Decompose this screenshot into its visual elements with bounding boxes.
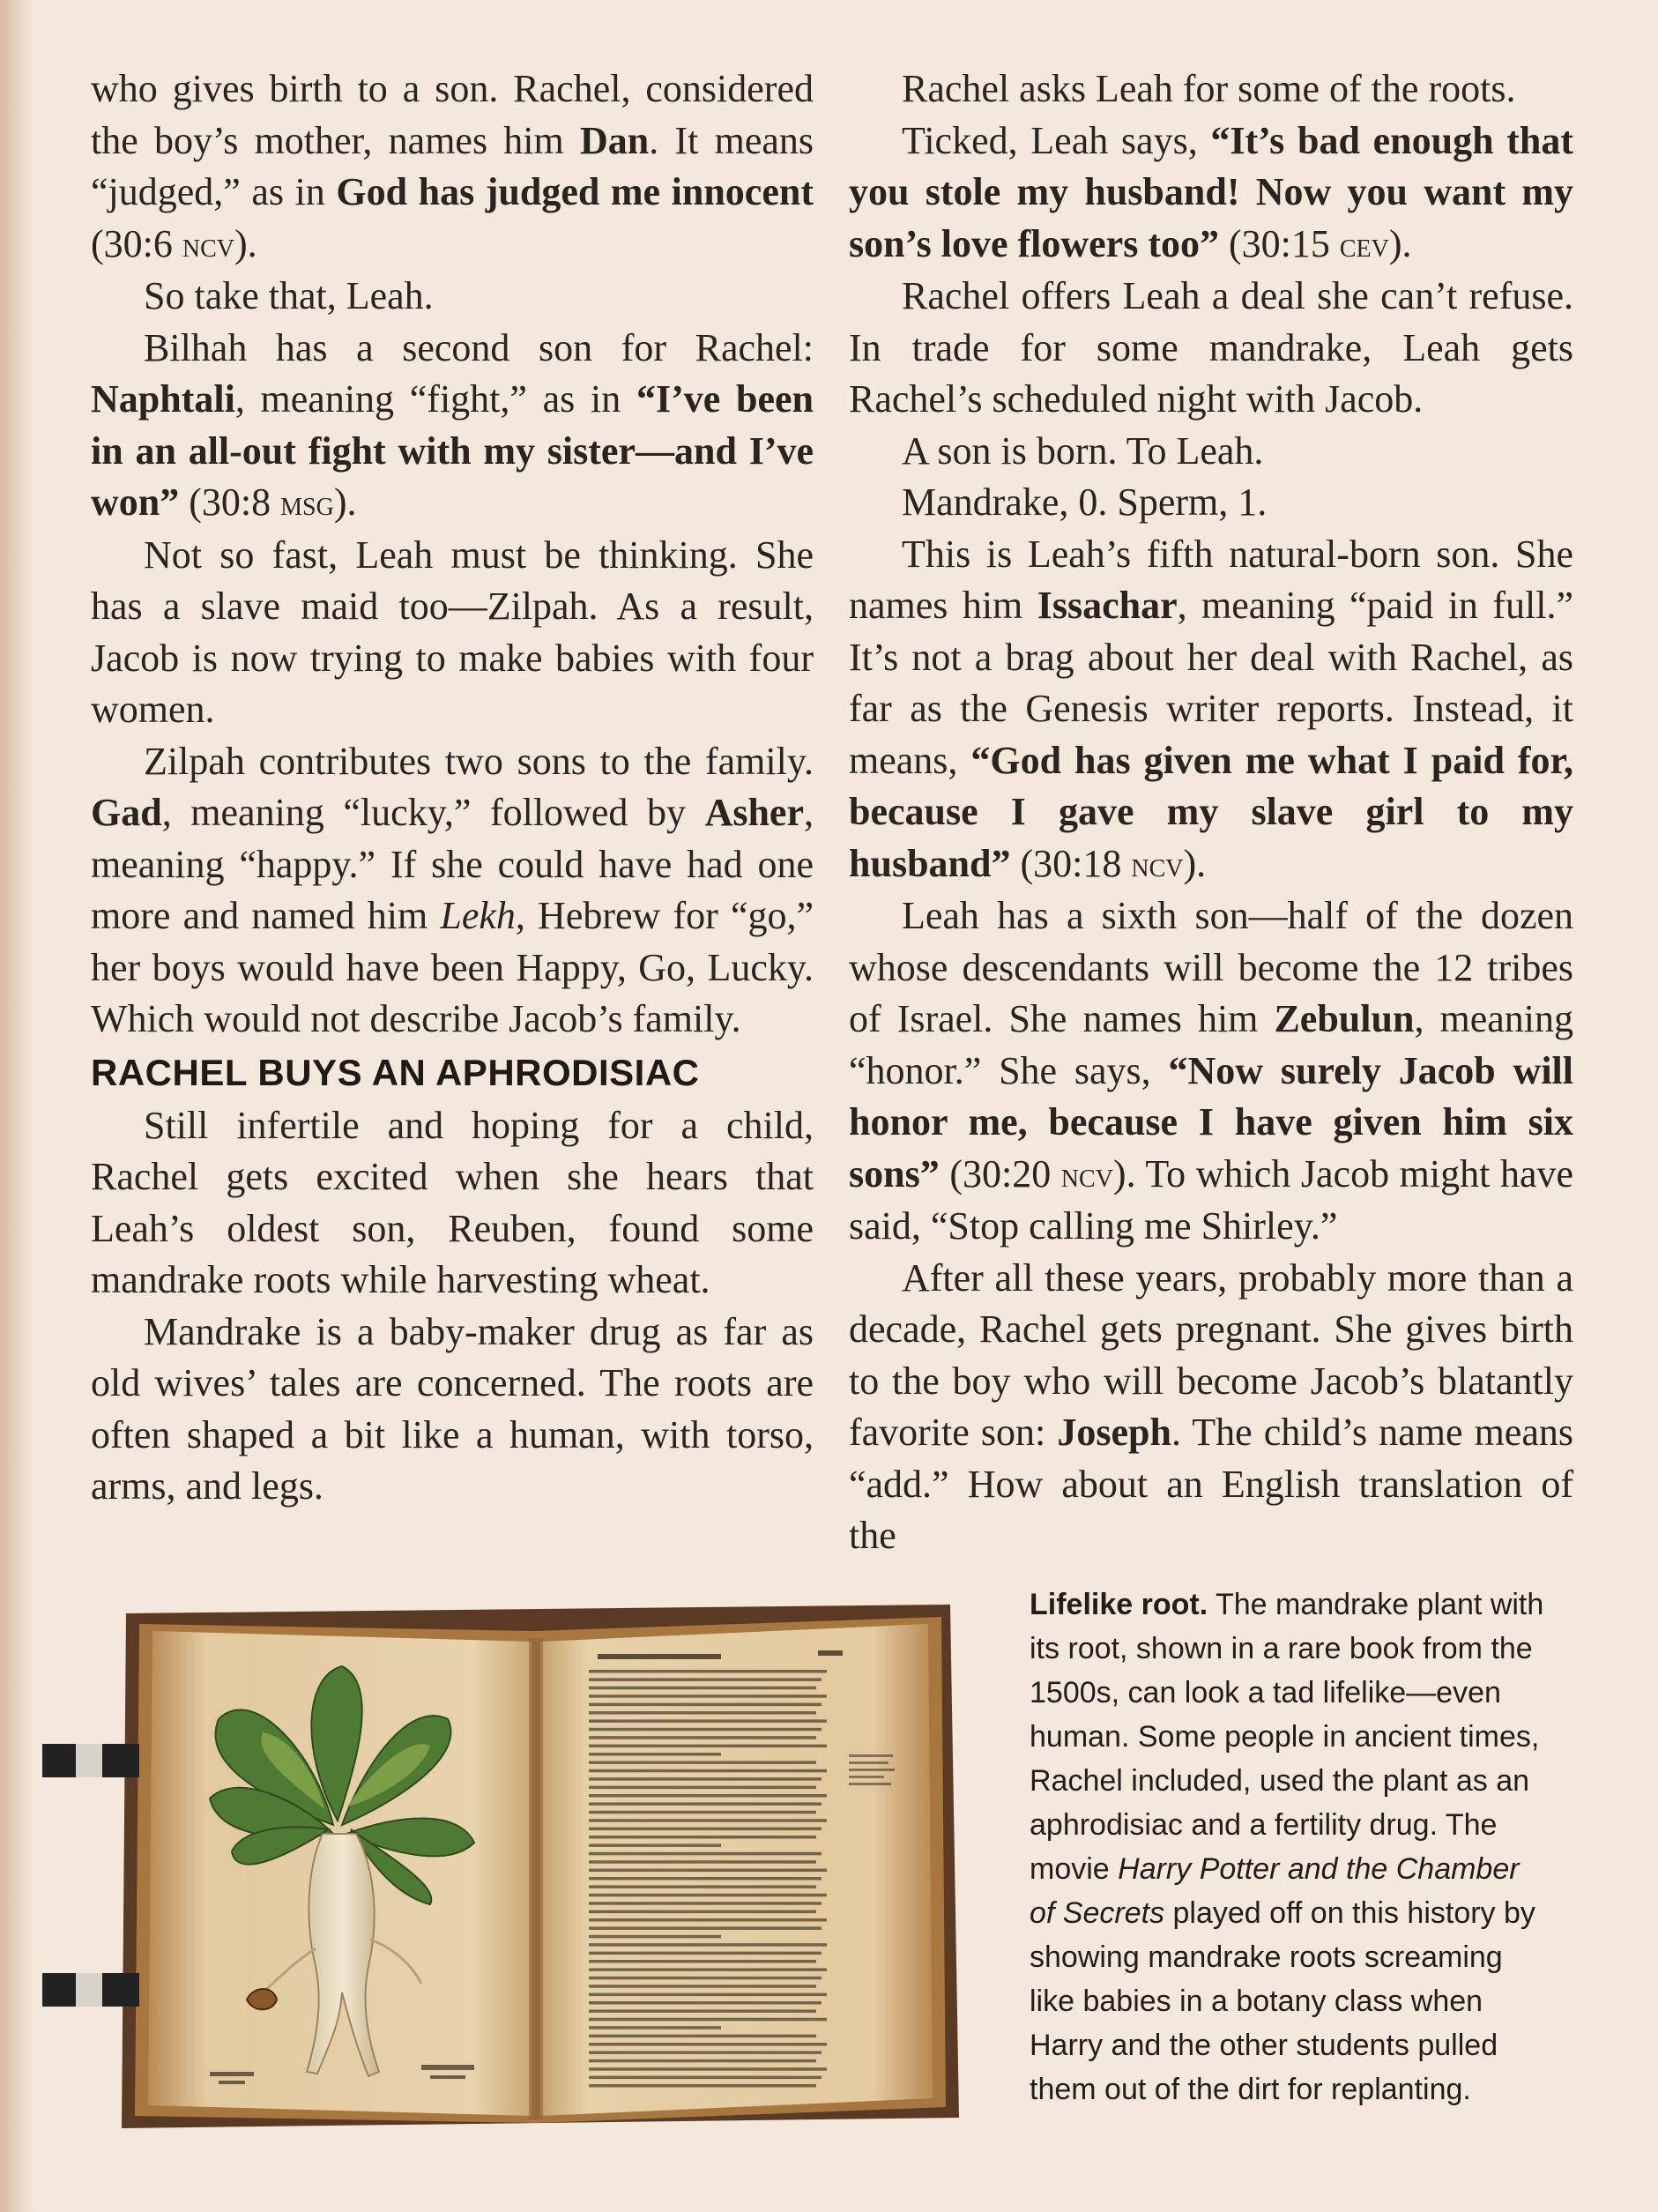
bookmark-tab: [42, 1973, 139, 2007]
right-column: [849, 63, 1573, 1562]
paragraph: Not so fast, Leah must be thinking. She has a slave maid too—Zilpah. As a result, Jacob is now trying to make babies with four women.: [91, 533, 814, 731]
paragraph: Ticked, Leah says, “It’s bad enough that you stole my husband! Now you want my son’s love flowers too” (30:15 cev).: [849, 118, 1573, 265]
paragraph: Bilhah has a second son for Rachel: Naphtali, meaning “fight,” as in “I’ve been in an all-out fight with my sister—and I’ve won” (30:8 msg).: [91, 325, 814, 524]
section-heading: RACHEL BUYS AN APHRODISIAC: [91, 1051, 700, 1093]
paragraph: Rachel asks Leah for some of the roots.: [902, 67, 1516, 110]
paragraph: Mandrake, 0. Sperm, 1.: [902, 480, 1268, 524]
paragraph: This is Leah’s fifth natural-born son. She names him Issachar, meaning “paid in full.” It’s not a brag about her deal with Rachel, as far as the Genesis writer reports. Instead, it means, “God has given me what I paid for, because I gave my slave girl to my husband” (30:18 ncv).: [849, 532, 1574, 885]
bookmark-tab: [42, 1744, 139, 1777]
left-column: [91, 63, 814, 1513]
figure-caption: Lifelike root. The mandrake plant with its root, shown in a rare book from the 1500s, can look a tad lifelike—even human. Some people in ancient times, Rachel included, used the plant as an aphrodisiac and a fertility drug. The movie Harry Potter and the Chamber of Secrets played off on this history by showing mandrake roots screaming like babies in a botany class when Harry and the other students pulled them out of the dirt for replanting.: [1030, 1588, 1544, 2106]
paragraph: A son is born. To Leah.: [902, 428, 1264, 473]
mandrake-book-illustration: [42, 1578, 968, 2151]
paragraph: Leah has a sixth son—half of the dozen whose descendants will become the 12 tribes of Israel. She names him Zebulun, meaning “honor.” She says, “Now surely Jacob will honor me, because I have given him six sons” (30:20 ncv). To which Jacob might have said, “Stop calling me Shirley.”: [849, 894, 1573, 1248]
page-edge: [0, 0, 39, 2212]
paragraph: Zilpah contributes two sons to the family. Gad, meaning “lucky,” followed by Asher, meaning “happy.” If she could have had one more and named him Lekh, Hebrew for “go,” her boys would have been Happy, Go, Lucky. Which would not describe Jacob’s family.: [91, 739, 814, 1040]
paragraph: who gives birth to a son. Rachel, considered the boy’s mother, names him Dan. It means “judged,” as in God has judged me innocent (30:6 ncv).: [91, 67, 814, 265]
paragraph: Mandrake is a baby-maker drug as far as old wives’ tales are concerned. The roots are often shaped a bit like a human, with torso, arms, and legs.: [91, 1309, 814, 1508]
caption-title: Lifelike root.: [1030, 1588, 1208, 1621]
paragraph: Rachel offers Leah a deal she can’t refuse. In trade for some mandrake, Leah gets Rachel’s scheduled night with Jacob.: [849, 274, 1573, 421]
paragraph: Still infertile and hoping for a child, Rachel gets excited when she hears that Leah’s oldest son, Reuben, found some mandrake roots while harvesting wheat.: [91, 1103, 814, 1301]
paragraph: So take that, Leah.: [144, 274, 434, 317]
paragraph: After all these years, probably more than a decade, Rachel gets pregnant. She gives birth to the boy who will become Jacob’s blatantly favorite son: Joseph. The child’s name means “add.” How about an English translation of the: [849, 1255, 1573, 1557]
